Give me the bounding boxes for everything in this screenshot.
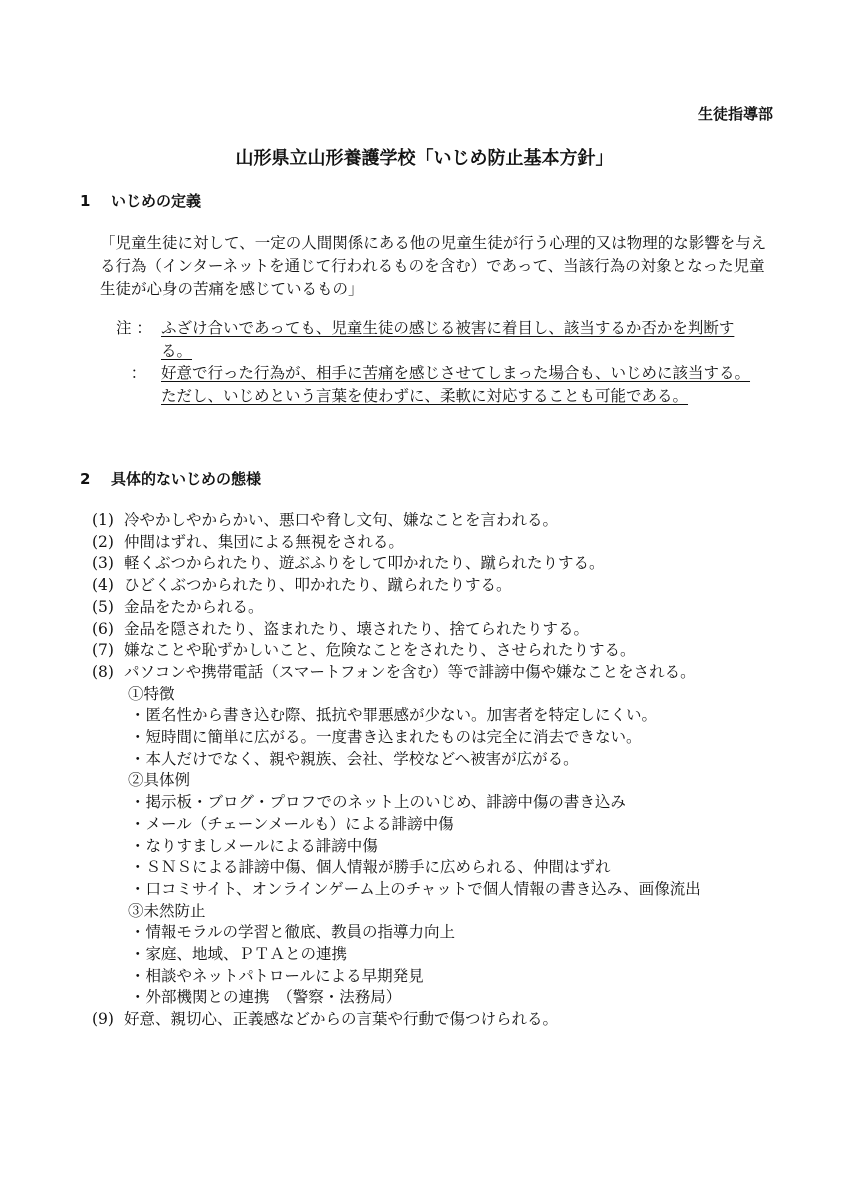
note-2 — [116, 362, 756, 407]
bullet-item: ・ＳＮＳによる誹謗中傷、個人情報が勝手に広められる、仲間はずれ — [130, 858, 611, 877]
bullet-item: ・短時間に簡単に広がる。一度書き込まれたものは完全に消去できない。 — [130, 728, 642, 747]
note-1 — [116, 317, 756, 362]
note-2-text: 好意で行った行為が、相手に苦痛を感じさせてしまった場合も、いじめに該当する。ただし、いじめという言葉を使わずに、柔軟に対応することも可能である。 — [161, 364, 751, 405]
note-1-text: ふざけ合いであっても、児童生徒の感じる被害に着目し、該当するか否かを判断する。 — [161, 319, 735, 360]
list-item: (1) 冷やかしやからかい、悪口や脅し文句、嫌なことを言われる。 — [92, 511, 559, 529]
bullying-forms-list — [92, 510, 792, 1031]
section-1-title: いじめの定義 — [111, 192, 202, 210]
bullet-item: ・なりすましメールによる誹謗中傷 — [130, 836, 378, 855]
section-1-number: 1 — [80, 192, 91, 210]
sub-heading-examples: ②具体例 — [128, 771, 191, 790]
bullying-definition: 「児童生徒に対して、一定の人間関係にある他の児童生徒が行う心理的又は物理的な影響を与える行為（インターネットを通じて行われるものを含む）であって、当該行為の対象となった児童生徒が心身の苦痛を感じているもの」 — [100, 234, 767, 298]
section-2-number: 2 — [80, 470, 91, 488]
section-2-title: 具体的ないじめの態様 — [111, 470, 262, 488]
section-2-heading — [80, 468, 261, 489]
list-item: (5) 金品をたかられる。 — [92, 597, 264, 616]
bullet-item: ・家庭、地域、ＰＴＡとの連携 — [130, 945, 348, 964]
bullet-item: ・外部機関との連携 （警察・法務局） — [130, 988, 402, 1007]
bullet-item: ・匿名性から書き込む際、抵抗や罪悪感が少ない。加害者を特定しにくい。 — [130, 706, 658, 725]
list-item: (7) 嫌なことや恥ずかしいこと、危険なことをされたり、させられたりする。 — [92, 641, 636, 660]
bullet-item: ・相談やネットパトロールによる早期発見 — [130, 966, 424, 985]
bullet-item: ・情報モラルの学習と徹底、教員の指導力向上 — [130, 923, 456, 942]
list-item: (6) 金品を隠されたり、盗まれたり、壊されたり、捨てられたりする。 — [92, 619, 590, 638]
page-title: 山形県立山形養護学校「いじめ防止基本方針」 — [235, 148, 614, 169]
sub-heading-features: ①特徴 — [128, 684, 175, 703]
list-item: (2) 仲間はずれ、集団による無視をされる。 — [92, 532, 404, 551]
list-item: (3) 軽くぶつかられたり、遊ぶふりをして叩かれたり、蹴られたりする。 — [92, 554, 605, 573]
list-item: (9) 好意、親切心、正義感などからの言葉や行動で傷つけられる。 — [92, 1010, 559, 1029]
bullet-item: ・掲示板・ブログ・プロフでのネット上のいじめ、誹謗中傷の書き込み — [130, 793, 626, 812]
note-2-mark: ： — [116, 364, 147, 382]
department-label: 生徒指導部 — [697, 105, 773, 123]
section-1-heading — [80, 190, 201, 211]
bullet-item: ・口コミサイト、オンラインゲーム上のチャットで個人情報の書き込み、画像流出 — [130, 879, 701, 898]
bullet-item: ・本人だけでなく、親や親族、会社、学校などへ被害が広がる。 — [130, 749, 579, 768]
definition-notes — [116, 317, 756, 407]
list-item: (8) パソコンや携帯電話（スマートフォンを含む）等で誹謗中傷や嫌なことをされる。 — [92, 662, 696, 681]
list-item: (4) ひどくぶつかられたり、叩かれたり、蹴られたりする。 — [92, 576, 512, 595]
sub-heading-prevention: ③未然防止 — [128, 901, 206, 920]
bullet-item: ・メール（チェーンメールも）による誹謗中傷 — [130, 814, 454, 833]
note-1-mark: 注 ： — [116, 319, 152, 337]
